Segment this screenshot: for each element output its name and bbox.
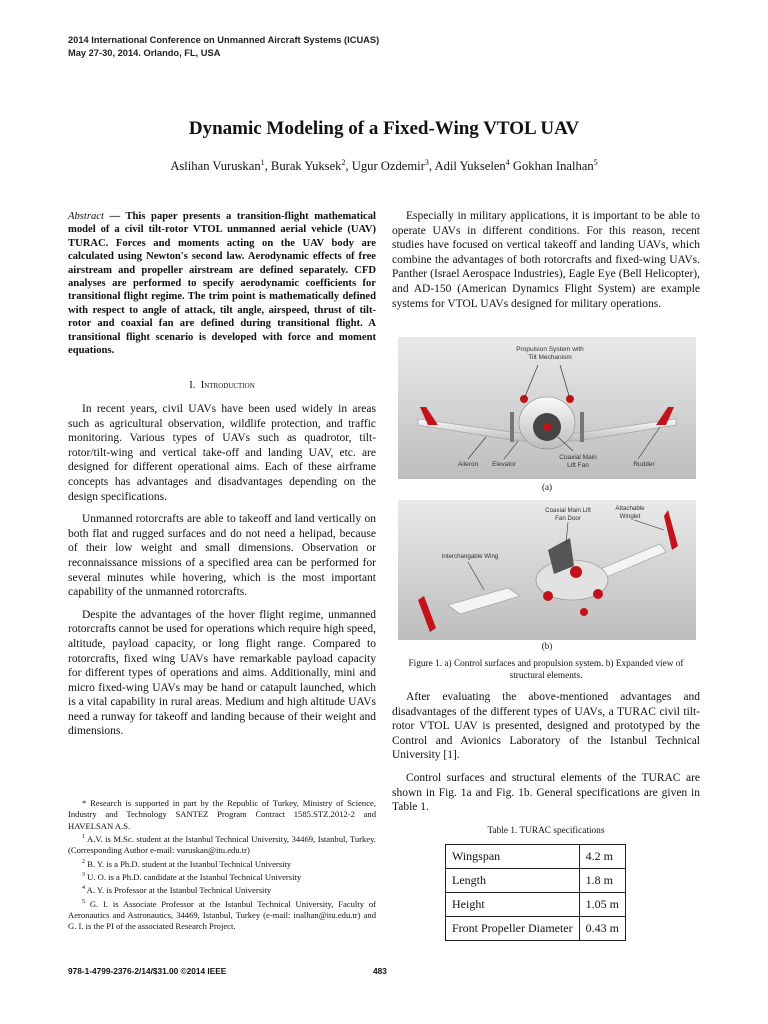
paragraph: Unmanned rotorcrafts are able to takeoff and land vertically on both flat and rugged surfaces and do not need a helipad, because of their low weight and small dimensions. Observation or reconnaissance missions of a specified area can be performed for several minutes while hovering, which is the most important capability of the unmanned rotorcrafts. <box>68 513 376 599</box>
footnote-text: * Research is supported in part by the Republic of Turkey, Ministry of Science, Industry and Technology SANTEZ Program Contract 1585.STZ.2012-2 and HAVELSAN A.S. <box>68 798 376 831</box>
section-heading-introduction <box>68 380 376 391</box>
footnote-marker: 2 <box>82 858 85 865</box>
author-separator: , <box>264 159 271 174</box>
paragraph: In recent years, civil UAVs have been used widely in areas such as agricultural observation, wildlife protection, and traffic monitoring. Various types of UAVs such as quadrotor, tilt-rotor/tilt-wing and vertical take-off and landing UAV, etc. are designed for different operational aims. Each of these airframe concepts has advantages and disadvantages depending on the design specifications. <box>68 403 376 503</box>
figure-1b-image <box>398 500 696 640</box>
footnote-text: B. Y. is a Ph.D. student at the Istanbul Technical University <box>85 858 292 869</box>
author-name: Burak Yuksek <box>270 159 342 174</box>
figure-1-caption: Figure 1. a) Control surfaces and propulsion system. b) Expanded view of structural elements. <box>408 659 684 681</box>
footnote-marker: 5 <box>82 898 85 905</box>
label-fan-door-line2: Fan Door <box>555 515 581 522</box>
table-1-caption: Table 1. TURAC specifications <box>487 826 605 836</box>
label-fan-door-line1: Coaxial Main Lift <box>545 507 591 514</box>
spec-value-cell: 1.8 m <box>579 869 625 893</box>
conference-date: May 27-30, 2014. Orlando, FL, USA <box>68 48 221 58</box>
paragraph: Control surfaces and structural elements of the TURAC are shown in Fig. 1a and Fig. 1b. General specifications are given in Table 1. <box>392 771 700 814</box>
label-rudder: Rudder <box>633 461 655 468</box>
label-winglet-line2: Winglet <box>619 513 641 520</box>
introduction-body <box>68 402 376 747</box>
spec-name-cell: Front Propeller Diameter <box>446 917 580 941</box>
table-row <box>446 893 626 917</box>
footer-isbn: 978-1-4799-2376-2/14/$31.00 ©2014 IEEE <box>68 966 227 976</box>
label-winglet-line1: Attachable <box>615 505 645 512</box>
footnote-marker: 3 <box>82 872 85 879</box>
footnote <box>68 870 376 883</box>
footnote-text: A.V. is M.Sc. student at the Istanbul Technical University, 34469, Istanbul, Turkey. (Corresponding Author e-mail: vuruskan@itu.edu.tr) <box>68 834 376 856</box>
footnote <box>68 832 376 857</box>
figure-1a-label: (a) <box>542 482 552 492</box>
right-column-intro <box>392 209 700 319</box>
section-number: I. <box>189 380 196 391</box>
spec-value-cell: 1.05 m <box>579 893 625 917</box>
paragraph: After evaluating the above-mentioned advantages and disadvantages of the different types of UAVs, a TURAC civil tilt-rotor VTOL UAV is presented, designed and prototyped by the Control and Avionics Laboratory of the Istanbul Technical University [1]. <box>392 691 700 762</box>
footnote <box>68 857 376 870</box>
footnote <box>68 883 376 896</box>
label-aileron: Aileron <box>457 461 479 468</box>
spec-name-cell: Wingspan <box>446 845 580 869</box>
footnote-marker: 4 <box>82 885 85 892</box>
label-interchangeable-wing: Interchangable Wing <box>441 553 499 560</box>
page-number: 483 <box>373 966 387 976</box>
right-column-body <box>392 690 700 823</box>
footnotes <box>68 798 376 933</box>
author-separator: , <box>428 159 435 174</box>
author-affiliation-marker: 4 <box>505 158 510 167</box>
uav-control-surfaces-illustration <box>398 337 696 479</box>
author-affiliation-marker: 3 <box>424 158 429 167</box>
table-row <box>446 869 626 893</box>
section-title: Introduction <box>200 380 255 391</box>
conference-header <box>68 34 379 60</box>
author-separator: , <box>345 159 352 174</box>
author-affiliation-marker: 2 <box>341 158 346 167</box>
paragraph: Especially in military applications, it is important to be able to operate UAVs in different conditions. For this reason, recent studies have focused on vertical takeoff and landing UAVs, which combine the advantages of both rotorcrafts and fixed-wing UAVs. Panther (Israel Aerospace Industries), Eagle Eye (Bell Helicopter), and AD-150 (American Dynamics Flight System) are example systems for VTOL UAVs designed for military operations. <box>392 210 700 310</box>
figure-1b-label: (b) <box>541 641 553 651</box>
spec-name-cell: Length <box>446 869 580 893</box>
abstract-text: — This paper presents a transition-flight mathematical model of a civil tilt-rotor VTOL unmanned aerial vehicle (UAV) TURAC. Forces and moments acting on the UAV body are calculated using Newton's second law. Aerodynamic effects of free airstream and propeller airstream are defined separately. CFD analyses are performed to specify aerodynamic coefficients for transitional flight regime. The trim point is mathematically defined with respect to angle of attack, tilt angle, airspeed, thrust of tilt-rotor and coaxial fan are defined during transitional flight. A transitional flight scenario is developed with force and moment equations. <box>68 211 376 357</box>
author-affiliation-marker: 5 <box>593 158 598 167</box>
paragraph: Despite the advantages of the hover flight regime, unmanned rotorcrafts cannot be used for operations which require high speed, altitude, payload capacity, or long flight range. Compared to rotorcrafts, fixed wing UAVs have remarkable payload capacity for different types of operations and aims. Additionally, mini and micro fixed-wing UAVs may be hand or catapult launched, which is a vital capability in rural areas. Medium and high altitude UAVs need a runway for takeoff and landing because of their weight and dimensions. <box>68 608 376 738</box>
footnote <box>68 897 376 933</box>
label-elevator: Elevator <box>492 461 516 468</box>
spec-value-cell: 0.43 m <box>579 917 625 941</box>
label-coaxial-line2: Lift Fan <box>567 462 589 469</box>
label-propulsion-line1: Propulsion System with <box>516 346 584 353</box>
author-affiliation-marker: 1 <box>260 158 265 167</box>
uav-expanded-view-illustration <box>398 500 696 640</box>
specifications-table <box>445 844 626 941</box>
author-name: Ugur Ozdemir <box>351 159 425 174</box>
abstract-label: Abstract <box>68 211 104 222</box>
author-name: Adil Yukselen <box>434 159 506 174</box>
footnote-text: G. I. is Associate Professor at the Istanbul Technical University, Faculty of Aeronautics and Astronautics, 34469, Istanbul, Turkey (e-mail: inalhan@itu.edu.tr) and G. I. is the PI of the associated Research Project. <box>68 898 376 932</box>
footnote-marker: 1 <box>82 834 85 841</box>
label-propulsion-line2: Tilt Mechanism <box>528 354 572 361</box>
abstract <box>68 210 376 357</box>
label-coaxial-line1: Coaxial Main <box>559 454 597 461</box>
spec-value-cell: 4.2 m <box>579 845 625 869</box>
author-name: Aslihan Vuruskan <box>170 159 261 174</box>
table-row <box>446 917 626 941</box>
table-row <box>446 845 626 869</box>
paper-title: Dynamic Modeling of a Fixed-Wing VTOL UAV <box>188 118 580 139</box>
footnote-text: A. Y. is Professor at the Istanbul Technical University <box>85 885 272 896</box>
conference-name: 2014 International Conference on Unmanned Aircraft Systems (ICUAS) <box>68 35 380 45</box>
spec-name-cell: Height <box>446 893 580 917</box>
footnote-text: U. O. is a Ph.D. candidate at the Istanbul Technical University <box>85 872 302 883</box>
footnote <box>68 798 376 832</box>
figure-1a-image <box>398 337 696 479</box>
author-name: Gokhan Inalhan <box>512 159 594 174</box>
author-list <box>0 158 768 174</box>
